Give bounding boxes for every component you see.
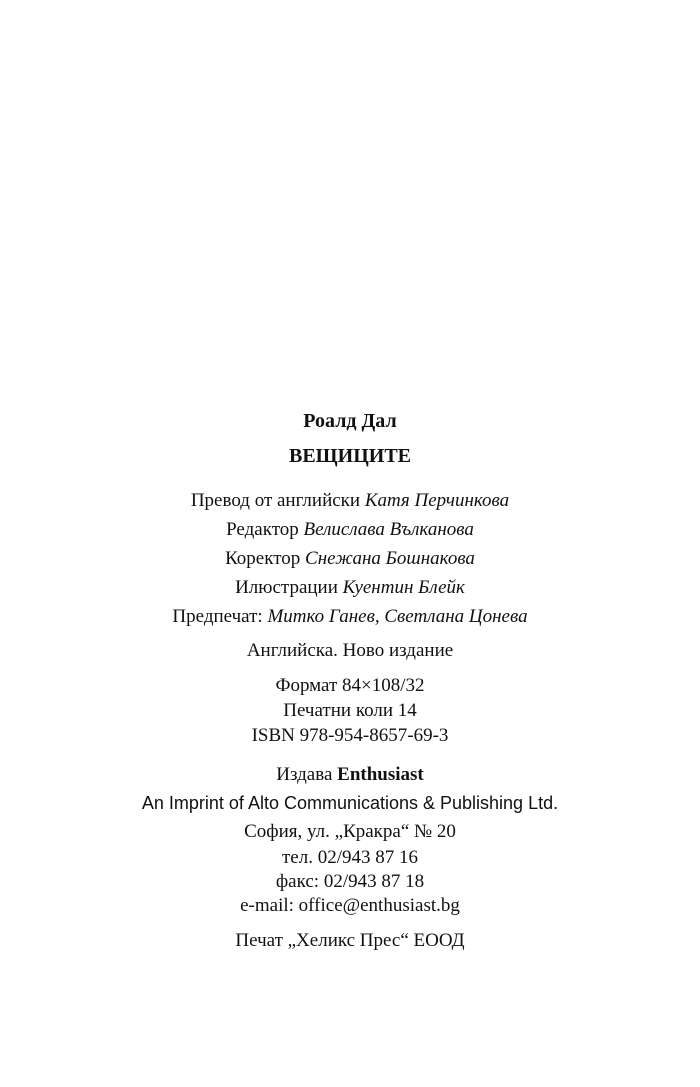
editor-credit (0, 518, 700, 542)
proofreader-credit (0, 547, 700, 571)
book-title: ВЕЩИЦИТЕ (289, 445, 411, 467)
illustrations-credit (0, 576, 700, 600)
publisher-address: София, ул. „Кракра“ № 20 (244, 821, 456, 842)
translation-credit (0, 489, 700, 513)
publisher-name: Enthusiast (337, 764, 424, 785)
translator-name: Катя Перчинкова (364, 490, 510, 511)
printed-sheets: Печатни коли 14 (283, 700, 417, 721)
publisher-phone: тел. 02/943 87 16 (282, 847, 418, 868)
proofreader-label: Коректор (225, 548, 301, 569)
publisher-email: e-mail: office@enthusiast.bg (240, 895, 460, 916)
author-name: Роалд Дал (303, 410, 397, 432)
illustrator-name: Куентин Блейк (342, 577, 465, 598)
editor-name: Велислава Вълканова (303, 519, 474, 540)
publisher-label: Издава (276, 764, 333, 785)
format-info: Формат 84×108/32 (275, 675, 425, 696)
prepress-credit (0, 605, 700, 629)
isbn: ISBN 978-954-8657-69-3 (251, 725, 449, 746)
illustrations-label: Илюстрации (235, 577, 338, 598)
translation-label: Превод от английски (190, 490, 361, 511)
printer-info: Печат „Хеликс Прес“ ЕООД (235, 930, 465, 951)
proofreader-name: Снежана Бошнакова (305, 548, 475, 569)
publisher-fax: факс: 02/943 87 18 (275, 871, 425, 892)
edition-note: Английска. Ново издание (246, 640, 454, 661)
publisher-imprint: An Imprint of Alto Communications & Publishing Ltd. (141, 793, 559, 813)
prepress-names: Митко Ганев, Светлана Цонева (267, 606, 528, 627)
publisher-line (0, 763, 700, 787)
editor-label: Редактор (226, 519, 299, 540)
prepress-label: Предпечат: (172, 606, 263, 627)
